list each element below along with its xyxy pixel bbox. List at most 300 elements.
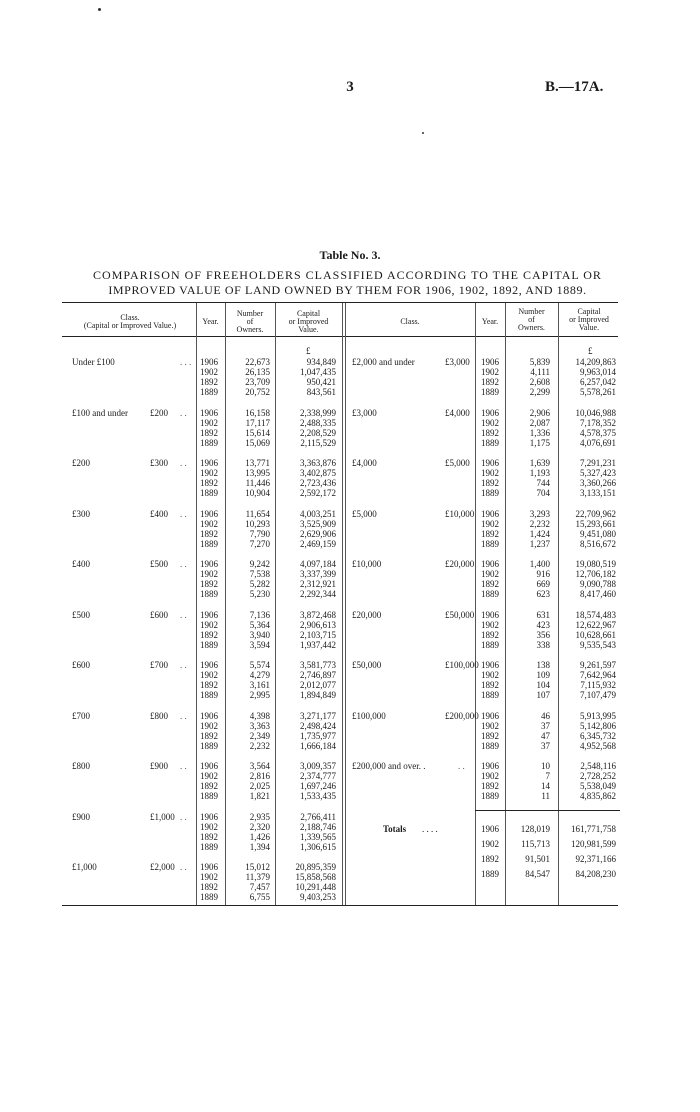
owners-cell: 10,293 — [245, 518, 270, 529]
year — [200, 761, 218, 801]
header-capital: Capital or Improved Value. — [288, 309, 329, 334]
class-from: £4,000 — [352, 458, 377, 468]
year-cell: 1902 — [200, 468, 218, 478]
capital-cell: 5,578,261 — [580, 387, 616, 397]
capital-cell: 2,292,344 — [300, 589, 336, 599]
class-to: £900 — [150, 761, 168, 771]
capital — [562, 408, 616, 448]
capital-cell: 7,642,964 — [580, 670, 616, 680]
capital-cell: 2,208,529 — [300, 427, 336, 438]
year-cell: 1906 — [200, 458, 218, 468]
owners-cell: 2,608 — [529, 377, 550, 387]
owners-cell: 744 — [536, 478, 550, 488]
capital-cell: 15,858,568 — [295, 872, 336, 882]
capital-cell: 10,046,988 — [575, 407, 616, 418]
leader-dots: . . — [180, 811, 187, 822]
year-cell: 1892 — [481, 781, 499, 791]
capital-cell: 2,766,411 — [300, 811, 336, 822]
owners-cell: 5,282 — [249, 579, 270, 589]
year-cell: 1889 — [200, 639, 218, 650]
capital — [278, 711, 336, 751]
year — [481, 711, 499, 751]
capital-cell: 5,327,423 — [580, 468, 616, 478]
capital-cell: 7,178,352 — [580, 417, 616, 428]
capital-cell: 2,312,921 — [300, 579, 336, 589]
totals-year: 1902 — [481, 839, 499, 849]
capital — [278, 812, 336, 852]
owners-cell: 2,299 — [529, 387, 550, 397]
leader-dots: . . — [180, 761, 187, 771]
capital-cell: 3,133,151 — [580, 488, 616, 498]
year-cell: 1892 — [481, 730, 499, 741]
year-cell: 1906 — [481, 357, 499, 367]
owners-cell: 26,135 — [245, 367, 270, 377]
capital-cell: 1,339,565 — [300, 831, 336, 842]
owners-cell: 3,594 — [249, 639, 270, 650]
totals-year: 1889 — [481, 869, 499, 879]
capital-cell: 4,076,691 — [580, 437, 616, 448]
column-divider — [342, 303, 343, 905]
year-cell: 1892 — [200, 629, 218, 640]
class-to: £800 — [150, 710, 168, 721]
year-cell: 1902 — [481, 569, 499, 579]
capital — [278, 660, 336, 700]
owners-cell: 2,816 — [249, 771, 270, 781]
class-from: £200 — [72, 458, 90, 468]
class-to: £200 — [150, 407, 168, 418]
year — [200, 610, 218, 650]
year-cell: 1906 — [481, 559, 499, 569]
capital-cell: 2,629,906 — [300, 528, 336, 539]
owners-cell: 5,574 — [249, 660, 270, 670]
year-cell: 1902 — [481, 619, 499, 630]
owners-cell: 1,400 — [529, 559, 550, 569]
header-class: Class. (Capital or Improved Value.) — [83, 313, 177, 330]
column-divider — [225, 303, 226, 905]
owners-cell: 16,158 — [245, 407, 270, 418]
year-cell: 1906 — [200, 660, 218, 670]
owners — [228, 711, 270, 751]
owners-cell: 916 — [536, 569, 550, 579]
class-to: £500 — [150, 559, 168, 569]
year-cell: 1889 — [200, 538, 218, 549]
class-from: £5,000 — [352, 508, 377, 519]
year-cell: 1906 — [200, 407, 218, 418]
year-cell: 1889 — [200, 589, 218, 599]
year-cell: 1892 — [481, 680, 499, 690]
capital — [562, 711, 616, 751]
year-cell: 1902 — [200, 518, 218, 529]
owners-cell: 109 — [536, 670, 550, 680]
year-cell: 1906 — [481, 458, 499, 468]
year-cell: 1892 — [481, 377, 499, 387]
leader-dots: . . — [180, 660, 187, 670]
capital-cell: 7,291,231 — [580, 458, 616, 468]
totals-capital: 84,208,230 — [575, 869, 616, 879]
totals-year: 1906 — [481, 824, 499, 834]
totals-owners: 128,019 — [520, 824, 550, 834]
owners-cell: 1,821 — [249, 791, 270, 801]
owners — [228, 761, 270, 801]
leader-dots: . . — [180, 508, 187, 519]
owners-cell: 15,069 — [245, 437, 270, 448]
header-class: Class. — [400, 317, 420, 326]
capital — [562, 509, 616, 549]
capital-cell: 1,047,435 — [300, 367, 336, 377]
year-cell: 1892 — [200, 781, 218, 791]
owners-cell: 11,654 — [245, 508, 270, 519]
owners-cell: 2,935 — [249, 811, 270, 822]
column-divider — [475, 303, 476, 905]
owners-cell: 10,904 — [245, 488, 270, 498]
year-cell: 1902 — [481, 771, 499, 781]
capital-cell: 2,469,159 — [300, 538, 336, 549]
year-cell: 1889 — [481, 488, 499, 498]
capital-cell: 4,003,251 — [300, 508, 336, 519]
capital-cell: 8,516,672 — [580, 538, 616, 549]
capital — [278, 761, 336, 801]
class-to: £600 — [150, 609, 168, 620]
year-cell: 1889 — [481, 690, 499, 700]
header-owners: Number of Owners. — [518, 307, 545, 332]
capital-cell: 8,417,460 — [580, 589, 616, 599]
owners-cell: 2,232 — [529, 518, 550, 529]
year-cell: 1906 — [200, 811, 218, 822]
owners-cell: 13,995 — [245, 468, 270, 478]
currency-symbol: £ — [588, 346, 593, 356]
capital — [562, 357, 616, 397]
capital-cell: 1,533,435 — [300, 791, 336, 801]
capital-cell: 934,849 — [306, 357, 336, 367]
leader-dots: . . — [180, 609, 187, 620]
capital-cell: 20,895,359 — [295, 862, 336, 872]
year — [481, 357, 499, 397]
year — [200, 812, 218, 852]
document-reference: B.—17A. — [545, 79, 604, 95]
capital-cell: 2,728,252 — [580, 771, 616, 781]
capital-cell: 1,306,615 — [300, 841, 336, 852]
owners-cell: 2,087 — [529, 417, 550, 428]
header-capital: Capital or Improved Value. — [569, 307, 609, 332]
owners-cell: 2,906 — [529, 407, 550, 418]
year-cell: 1892 — [200, 427, 218, 438]
year-cell: 1906 — [481, 660, 499, 670]
capital-cell: 3,525,909 — [300, 518, 336, 529]
owners-cell: 47 — [541, 730, 550, 741]
year-cell: 1902 — [200, 872, 218, 882]
capital-cell: 2,548,116 — [580, 761, 616, 771]
year-cell: 1889 — [481, 740, 499, 751]
class-to: £50,000 — [445, 609, 475, 620]
owners — [228, 610, 270, 650]
year — [481, 509, 499, 549]
capital-cell: 9,535,543 — [580, 639, 616, 650]
capital-cell: 9,261,597 — [580, 660, 616, 670]
capital-cell: 2,012,077 — [300, 680, 336, 690]
capital-cell: 3,363,876 — [300, 458, 336, 468]
year-cell: 1906 — [200, 761, 218, 771]
owners-cell: 7 — [545, 771, 550, 781]
capital-cell: 2,592,172 — [300, 488, 336, 498]
capital-cell: 7,107,479 — [580, 690, 616, 700]
column-divider — [275, 303, 276, 905]
year-cell: 1889 — [481, 589, 499, 599]
class-to: £700 — [150, 660, 168, 670]
capital-cell: 5,913,995 — [580, 710, 616, 721]
class-to: £10,000 — [445, 508, 475, 519]
class-from: Under £100 — [72, 357, 115, 367]
column-divider — [345, 303, 346, 905]
year-cell: 1902 — [200, 720, 218, 731]
capital — [278, 862, 336, 902]
year-cell: 1906 — [481, 508, 499, 519]
owners-cell: 631 — [536, 609, 550, 620]
column-divider — [558, 303, 559, 905]
year-cell: 1892 — [200, 831, 218, 842]
year-cell: 1902 — [200, 771, 218, 781]
class-from: £300 — [72, 508, 90, 519]
capital-cell: 3,337,399 — [300, 569, 336, 579]
owners — [228, 357, 270, 397]
print-speck — [98, 8, 101, 11]
owners-cell: 17,117 — [245, 417, 270, 428]
owners — [508, 509, 550, 549]
year-cell: 1892 — [481, 579, 499, 589]
owners-cell: 1,193 — [529, 468, 550, 478]
capital-cell: 2,338,999 — [300, 407, 336, 418]
class-from: £700 — [72, 710, 90, 721]
year-cell: 1889 — [200, 892, 218, 902]
year-cell: 1889 — [481, 791, 499, 801]
capital — [278, 408, 336, 448]
owners-cell: 37 — [541, 740, 550, 751]
owners-cell: 11,379 — [245, 872, 270, 882]
year-cell: 1906 — [200, 710, 218, 721]
capital-cell: 1,735,977 — [300, 730, 336, 741]
owners-cell: 2,349 — [249, 730, 270, 741]
year-cell: 1902 — [200, 569, 218, 579]
year-cell: 1902 — [481, 518, 499, 529]
owners-cell: 356 — [536, 629, 550, 640]
year — [200, 559, 218, 599]
year-cell: 1902 — [481, 670, 499, 680]
capital-cell: 19,080,519 — [575, 559, 616, 569]
class-from: £800 — [72, 761, 90, 771]
year — [200, 711, 218, 751]
year — [200, 408, 218, 448]
owners-cell: 23,709 — [245, 377, 270, 387]
header-year: Year. — [202, 317, 219, 326]
owners-cell: 4,279 — [249, 670, 270, 680]
owners-cell: 9,242 — [249, 559, 270, 569]
class-from: £400 — [72, 559, 90, 569]
capital-cell: 2,115,529 — [300, 437, 336, 448]
capital-cell: 1,937,442 — [300, 639, 336, 650]
owners-cell: 1,426 — [249, 831, 270, 842]
year-cell: 1892 — [200, 680, 218, 690]
capital — [278, 357, 336, 397]
year-cell: 1902 — [481, 417, 499, 428]
leader-dots: . . — [180, 862, 187, 872]
owners — [228, 559, 270, 599]
year-cell: 1906 — [200, 559, 218, 569]
owners-cell: 7,457 — [249, 882, 270, 892]
owners-cell: 13,771 — [245, 458, 270, 468]
owners-cell: 704 — [536, 488, 550, 498]
header-owners: Number of Owners. — [236, 309, 264, 334]
totals-label: Totals — [383, 824, 407, 834]
totals-owners: 115,713 — [521, 839, 550, 849]
owners-cell: 4,398 — [249, 710, 270, 721]
capital-cell: 1,697,246 — [300, 781, 336, 791]
year-cell: 1902 — [481, 468, 499, 478]
capital-cell: 4,835,862 — [580, 791, 616, 801]
class-to: £3,000 — [445, 357, 470, 367]
owners-cell: 7,790 — [249, 528, 270, 539]
year — [481, 408, 499, 448]
capital-cell: 6,257,042 — [580, 377, 616, 387]
capital-cell: 1,666,184 — [300, 740, 336, 751]
capital-cell: 9,090,788 — [580, 579, 616, 589]
owners-cell: 107 — [536, 690, 550, 700]
owners-cell: 11,446 — [245, 478, 270, 488]
totals-year: 1892 — [481, 854, 499, 864]
owners-cell: 2,995 — [249, 690, 270, 700]
year-cell: 1892 — [200, 882, 218, 892]
column-divider — [505, 303, 506, 905]
totals-capital: 120,981,599 — [571, 839, 616, 849]
class-to: £1,000 — [150, 811, 175, 822]
owners-cell: 11 — [541, 791, 550, 801]
class-to: £100,000 — [445, 660, 479, 670]
capital-cell: 5,142,806 — [580, 720, 616, 731]
class-from: £100 and under — [72, 407, 128, 418]
capital-cell: 9,403,253 — [300, 892, 336, 902]
leader-dots: . . — [458, 761, 465, 771]
capital — [562, 559, 616, 599]
owners-cell: 5,364 — [249, 619, 270, 630]
year-cell: 1889 — [200, 690, 218, 700]
owners-cell: 623 — [536, 589, 550, 599]
capital-cell: 5,538,049 — [580, 781, 616, 791]
capital-cell: 2,723,436 — [300, 478, 336, 488]
owners-cell: 14 — [541, 781, 550, 791]
year-cell: 1892 — [481, 629, 499, 640]
capital-cell: 12,622,967 — [575, 619, 616, 630]
capital-cell: 3,360,266 — [580, 478, 616, 488]
capital — [278, 509, 336, 549]
owners-cell: 1,336 — [529, 427, 550, 438]
owners-cell: 1,394 — [249, 841, 270, 852]
year — [200, 660, 218, 700]
year-cell: 1892 — [481, 427, 499, 438]
class-from: £3,000 — [352, 407, 377, 418]
owners-cell: 1,424 — [529, 528, 550, 539]
owners-cell: 15,012 — [245, 862, 270, 872]
owners-cell: 22,673 — [245, 357, 270, 367]
class-to: £200,000 — [445, 710, 479, 721]
owners — [508, 610, 550, 650]
capital-cell: 9,963,014 — [580, 367, 616, 377]
capital-cell: 2,906,613 — [300, 619, 336, 630]
owners — [228, 812, 270, 852]
column-divider — [196, 303, 197, 905]
year — [481, 660, 499, 700]
capital-cell: 4,097,184 — [300, 559, 336, 569]
capital-cell: 2,746,897 — [300, 670, 336, 680]
year-cell: 1889 — [200, 488, 218, 498]
table-heading-line-2: IMPROVED VALUE OF LAND OWNED BY THEM FOR 1906, 1902, 1892, AND 1889. — [108, 283, 587, 297]
year-cell: 1906 — [481, 761, 499, 771]
owners-cell: 7,136 — [249, 609, 270, 620]
capital — [278, 610, 336, 650]
class-from: £2,000 and under — [352, 357, 415, 367]
year-cell: 1889 — [481, 387, 499, 397]
capital-cell: 3,009,357 — [300, 761, 336, 771]
year-cell: 1892 — [481, 478, 499, 488]
owners — [508, 408, 550, 448]
header-bottom-rule — [62, 336, 618, 337]
owners-cell: 3,161 — [249, 680, 270, 690]
capital — [562, 610, 616, 650]
year-cell: 1892 — [200, 377, 218, 387]
year-cell: 1906 — [481, 407, 499, 418]
table-heading-line-1: COMPARISON OF FREEHOLDERS CLASSIFIED ACCORDING TO THE CAPITAL OR — [93, 268, 602, 282]
print-speck — [422, 132, 424, 134]
owners — [508, 458, 550, 498]
owners-cell: 5,839 — [529, 357, 550, 367]
owners — [508, 357, 550, 397]
capital-cell: 7,115,932 — [580, 680, 616, 690]
page-number: 3 — [346, 79, 354, 95]
capital-cell: 2,498,424 — [300, 720, 336, 731]
capital-cell: 4,952,568 — [580, 740, 616, 751]
year-cell: 1902 — [481, 367, 499, 377]
capital — [278, 559, 336, 599]
leader-dots: . . — [180, 458, 187, 468]
capital — [562, 458, 616, 498]
class-from: £900 — [72, 811, 90, 822]
capital-cell: 2,103,715 — [300, 629, 336, 640]
owners-cell: 20,752 — [245, 387, 270, 397]
totals-owners: 84,547 — [525, 869, 550, 879]
year — [200, 509, 218, 549]
capital-cell: 14,209,863 — [575, 357, 616, 367]
owners-cell: 104 — [536, 680, 550, 690]
year-cell: 1889 — [481, 538, 499, 549]
owners-cell: 7,270 — [249, 538, 270, 549]
owners-cell: 37 — [541, 720, 550, 731]
year-cell: 1902 — [200, 417, 218, 428]
year-cell: 1892 — [481, 528, 499, 539]
class-from: £1,000 — [72, 862, 97, 872]
year — [481, 458, 499, 498]
year-cell: 1889 — [200, 437, 218, 448]
owners-cell: 1,237 — [529, 538, 550, 549]
owners-cell: 3,940 — [249, 629, 270, 640]
class-to: £400 — [150, 508, 168, 519]
owners-cell: 138 — [536, 660, 550, 670]
capital-cell: 6,345,732 — [580, 730, 616, 741]
year-cell: 1906 — [200, 508, 218, 519]
class-to: £20,000 — [445, 559, 475, 569]
owners-cell: 338 — [536, 639, 550, 650]
capital — [562, 761, 616, 801]
year-cell: 1906 — [200, 357, 218, 367]
header-year: Year. — [481, 317, 499, 326]
capital-cell: 2,188,746 — [300, 821, 336, 832]
year-cell: 1902 — [200, 821, 218, 832]
